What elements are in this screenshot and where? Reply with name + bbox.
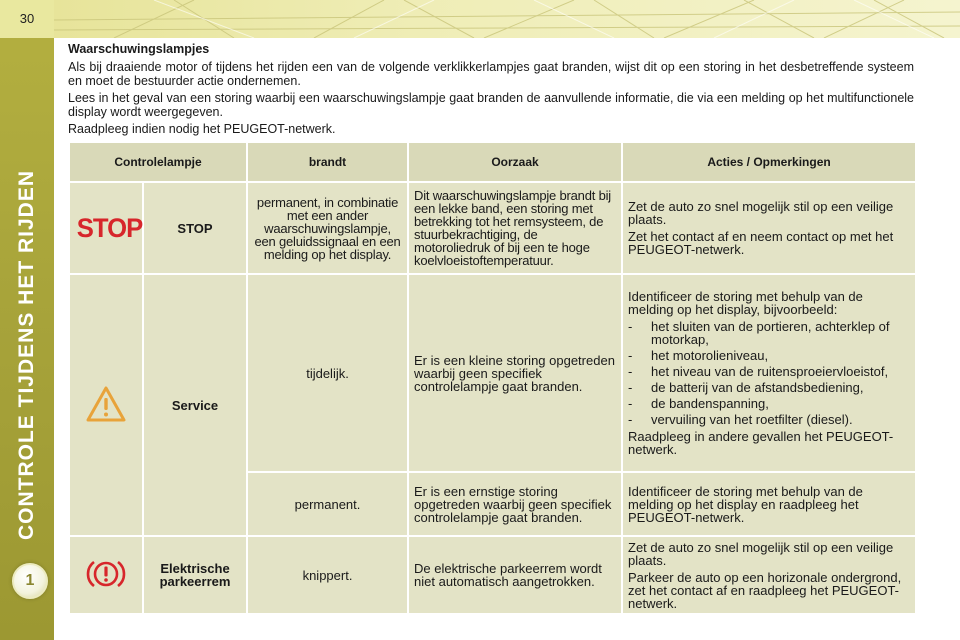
- cause-text: Er is een kleine storing opgetreden waarbij geen specifiek controlelampje gaat branden.: [408, 274, 622, 472]
- section-title: CONTROLE TIJDENS HET RIJDEN: [15, 169, 38, 541]
- intro-paragraph-2: Lees in het geval van een storing waarbij een waarschuwingslampje gaat branden de aanvullende informatie, die via een melding op het multifunctionele display wordt weergegeven.: [68, 91, 914, 119]
- cause-text: De elektrische parkeerrem wordt niet automatisch aangetrokken.: [408, 536, 622, 614]
- header-controlelampje: Controlelampje: [69, 142, 247, 182]
- action-intro: Identificeer de storing met behulp van de melding op het display, bijvoorbeeld:: [628, 289, 863, 317]
- list-item: - het motorolieniveau,: [628, 349, 910, 362]
- intro-section: [68, 42, 914, 139]
- intro-paragraph-3: Raadpleeg indien nodig het PEUGEOT-netwerk.: [68, 122, 336, 136]
- header-oorzaak: Oorzaak: [408, 142, 622, 182]
- header-decoration: [54, 0, 960, 38]
- list-item: - de batterij van de afstandsbediening,: [628, 381, 910, 394]
- warning-lamps-table: [68, 141, 917, 615]
- action-text: Zet de auto zo snel mogelijk stil op een veilige plaats.: [628, 539, 894, 568]
- chapter-badge: 1: [12, 563, 48, 599]
- list-item: - het sluiten van de portieren, achterklep of motorkap,: [628, 320, 910, 346]
- burns-text: permanent, in combinatie met een ander waarschuwingslampje, een geluidssignaal en een melding op het display.: [247, 182, 408, 274]
- stop-icon-cell: [69, 182, 143, 274]
- page-number: 30: [0, 0, 54, 38]
- list-item: - de bandenspanning,: [628, 397, 910, 410]
- lamp-name: Elektrische parkeerrem: [143, 536, 247, 614]
- list-item: - het niveau van de ruitensproeiervloeistof,: [628, 365, 910, 378]
- cause-text: Dit waarschuwingslampje brandt bij een lekke band, een storing met betrekking tot het remsysteem, de stuurbekrachtiging, de motoroliedruk of bij een te hoge koelvloeistoftemperatuur.: [408, 182, 622, 274]
- table-row-parking-brake: [69, 536, 916, 614]
- warning-icon-cell: [69, 274, 143, 536]
- table-row-service: [69, 274, 916, 472]
- header-acties: Acties / Opmerkingen: [622, 142, 916, 182]
- sidebar: [0, 0, 54, 640]
- action-outro: Raadpleeg in andere gevallen het PEUGEOT-netwerk.: [628, 429, 894, 457]
- parking-brake-icon-cell: [69, 536, 143, 614]
- header-brandt: brandt: [247, 142, 408, 182]
- action-text: Identificeer de storing met behulp van de melding op het display en raadpleeg het PEUGEOT-netwerk.: [628, 483, 863, 525]
- table-header-row: [69, 142, 916, 182]
- lamp-name: STOP: [143, 182, 247, 274]
- actions-cell: [622, 536, 916, 614]
- burns-text: tijdelijk.: [247, 274, 408, 472]
- burns-text: permanent.: [247, 472, 408, 536]
- stop-icon: STOP: [76, 213, 143, 243]
- action-text: Zet de auto zo snel mogelijk stil op een veilige plaats.: [628, 199, 894, 227]
- parking-brake-icon: [86, 558, 126, 590]
- burns-text: knippert.: [247, 536, 408, 614]
- header-band: [54, 0, 960, 38]
- warning-triangle-icon: [86, 386, 126, 422]
- cause-text: Er is een ernstige storing opgetreden waarbij geen specifiek controlelampje gaat branden.: [408, 472, 622, 536]
- actions-cell: [622, 274, 916, 472]
- intro-paragraph-1: Als bij draaiende motor of tijdens het rijden een van de volgende verklikkerlampjes gaat branden, wijst dit op een storing in het desbetreffende systeem en moet de bestuurder actie ondernemen.: [68, 60, 914, 88]
- actions-cell: [622, 472, 916, 536]
- actions-cell: [622, 182, 916, 274]
- intro-heading: Waarschuwingslampjes: [68, 42, 210, 56]
- lamp-name: Service: [143, 274, 247, 536]
- list-item: - vervuiling van het roetfilter (diesel).: [628, 413, 910, 426]
- action-text: Zet het contact af en neem contact op met het PEUGEOT-netwerk.: [628, 229, 894, 257]
- action-list: [628, 320, 910, 426]
- table-row-stop: [69, 182, 916, 274]
- action-text: Parkeer de auto op een horizonale ondergrond, zet het contact af en raadpleeg het PEUGEOT-netwerk.: [628, 569, 902, 611]
